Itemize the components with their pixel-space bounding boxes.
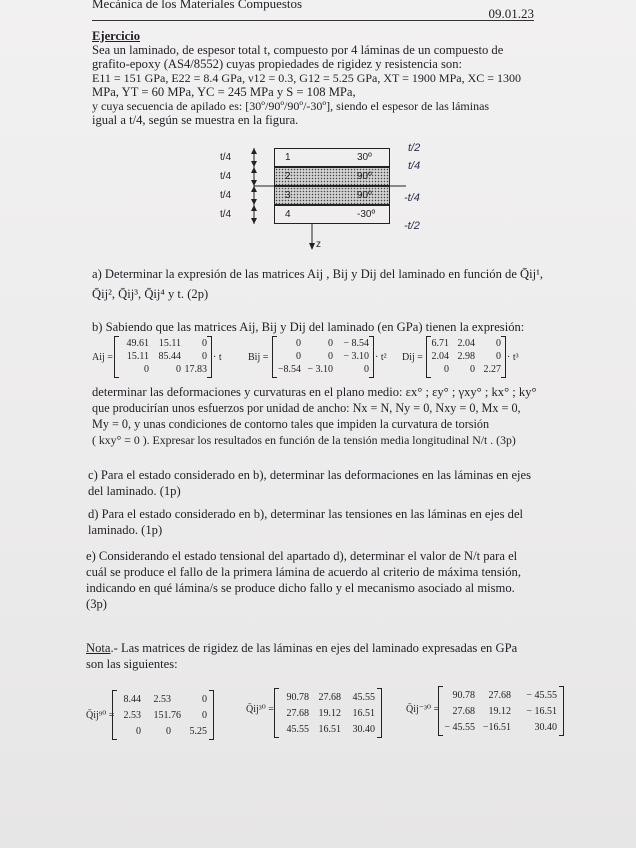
matrix-cell: 16.51 [318, 724, 341, 735]
layer-1 [274, 148, 390, 167]
stiffness-matrices [86, 690, 566, 750]
thickness-label: t/4 [220, 190, 232, 201]
matrix-cell: 8.44 [123, 694, 141, 705]
layer-number: 3 [285, 190, 291, 201]
matrix-cell: 0 [202, 351, 207, 362]
matrix-cell: 90.78 [286, 692, 309, 703]
matrix-cell: 0 [470, 364, 475, 375]
part-c [88, 467, 548, 499]
matrix-cell: 16.51 [352, 708, 375, 719]
layer-angle: -30º [357, 209, 376, 220]
intro-line: y cuya secuencia de apilado es: [30º/90º/90º/-30º], siendo el espesor de las láminas [92, 99, 490, 113]
matrix-cell: 0 [296, 351, 301, 362]
part-e-line: cuál se produce el fallo de la primera lámina de acuerdo al criterio de máxima tensión, [86, 565, 521, 579]
matrix-cell: 2.04 [457, 338, 475, 349]
matrix-qm30 [438, 686, 564, 736]
intro-line: E11 = 151 GPa, E22 = 8.4 GPa, ν12 = 0.3, G12 = 5.25 GPa, XT = 1900 MPa, XC = 1300 [92, 71, 522, 85]
matrix-cell: 2.27 [483, 364, 501, 375]
matrix-cell: 0 [202, 694, 207, 705]
matrices-abd [92, 336, 542, 380]
layer-number: 4 [285, 209, 291, 220]
layer-number: 1 [285, 152, 291, 163]
matrix-cell: 85.44 [158, 351, 181, 362]
qm30-label: Q̄ij⁻³⁰ = [406, 704, 440, 715]
nota [86, 640, 566, 672]
part-a-line: Q̄ij², Q̄ij³, Q̄ij⁴ y t. (2p) [92, 287, 209, 301]
matrix-b-label: Bij = [248, 352, 269, 363]
intro-line: Sea un laminado, de espesor total t, compuesto por 4 láminas de un compuesto de [92, 43, 504, 57]
nota-line [86, 640, 566, 656]
page-header [92, 0, 534, 21]
layer-angle: 90º [357, 171, 372, 182]
part-e [86, 548, 556, 612]
layer-number: 2 [285, 171, 291, 182]
matrix-cell: 0 [496, 351, 501, 362]
matrix-cell: − 3.10 [343, 351, 369, 362]
matrix-cell: 5.25 [189, 726, 207, 737]
matrix-cell: − 45.55 [444, 722, 475, 733]
matrix-cell: 27.68 [286, 708, 309, 719]
z-axis-label: z [316, 239, 321, 250]
thickness-label: t/4 [220, 152, 232, 163]
matrix-cell: 0 [136, 726, 141, 737]
matrix-d-label: Dij = [402, 352, 423, 363]
nota-label: Nota [86, 641, 111, 655]
matrix-cell: 19.12 [318, 708, 341, 719]
layer-angle: 30º [357, 152, 372, 163]
matrix-cell: 2.04 [431, 351, 449, 362]
part-d-line: laminado. (1p) [88, 523, 163, 537]
matrix-cell: 45.55 [352, 692, 375, 703]
intro-text [92, 43, 537, 127]
laminate-figure [218, 142, 438, 254]
matrix-d [426, 336, 506, 378]
matrix-cell: −16.51 [482, 722, 511, 733]
handwritten-note: t/2 [408, 142, 421, 154]
part-b-intro: b) Sabiendo que las matrices Aij, Bij y Dij del laminado (en GPa) tienen la expresión: [92, 320, 525, 334]
matrix-cell: − 16.51 [526, 706, 557, 717]
course-title: Mecánica de los Materiales Compuestos [92, 0, 303, 11]
matrix-cell: 0 [202, 338, 207, 349]
matrix-a-label: Aij = [92, 352, 113, 363]
matrix-b-factor: · t² [375, 352, 387, 363]
part-b-text [92, 384, 542, 448]
part-e-line: e) Considerando el estado tensional del apartado d), determinar el valor de N/t para el [86, 549, 518, 563]
layer-angle: 90º [357, 190, 372, 201]
matrix-cell: 27.68 [452, 706, 475, 717]
matrix-d-factor: · t³ [507, 352, 519, 363]
matrix-cell: 15.11 [126, 351, 149, 362]
part-d [88, 506, 548, 538]
exam-date: 09.01.23 [488, 6, 534, 21]
matrix-cell: 0 [496, 338, 501, 349]
part-c-line: c) Para el estado considerado en b), determinar las deformaciones en las láminas en ejes [88, 468, 532, 482]
part-d-line: d) Para el estado considerado en b), determinar las tensiones en las láminas en ejes del [88, 507, 524, 521]
matrix-cell: 45.55 [286, 724, 309, 735]
matrix-cell: 0 [176, 364, 181, 375]
matrix-cell: 0 [144, 364, 149, 375]
intro-line: grafito-epoxy (AS4/8552) cuyas propiedades de rigidez y resistencia son: [92, 57, 463, 71]
matrix-cell: 30.40 [352, 724, 375, 735]
handwritten-note: t/4 [408, 160, 421, 172]
handwritten-note: -t/2 [404, 220, 420, 232]
matrix-cell: 0 [364, 364, 369, 375]
matrix-cell: 90.78 [452, 690, 475, 701]
matrix-cell: 19.12 [488, 706, 511, 717]
matrix-cell: 0 [296, 338, 301, 349]
part-b-line: ( kxy° = 0 ). Expresar los resultados en función de la tensión media longitudinal N/t . (3p) [92, 433, 516, 447]
matrix-cell: 6.71 [431, 338, 449, 349]
matrix-b [272, 336, 374, 378]
matrix-cell: −8.54 [277, 364, 301, 375]
part-c-line: del laminado. (1p) [88, 484, 181, 498]
q30-label: Q̄ij³⁰ = [246, 704, 274, 715]
layer-2 [274, 167, 390, 186]
matrix-cell: 27.68 [488, 690, 511, 701]
intro-line: igual a t/4, según se muestra en la figura. [92, 113, 299, 127]
section-title: Ejercicio [92, 29, 141, 43]
matrix-cell: 0 [166, 726, 171, 737]
matrix-cell: 0 [328, 351, 333, 362]
layer-3 [274, 186, 390, 205]
nota-line: son las siguientes: [86, 657, 178, 671]
part-b-line: My = 0, y unas condiciones de contorno tales que impiden la curvatura de torsión [92, 417, 490, 431]
matrix-cell: 27.68 [318, 692, 341, 703]
layer-4 [274, 205, 390, 224]
matrix-cell: 2.98 [457, 351, 475, 362]
nota-text: .- Las matrices de rigidez de las láminas en ejes del laminado expresadas en GPa [110, 641, 518, 655]
matrix-cell: 0 [328, 338, 333, 349]
thickness-label: t/4 [220, 209, 232, 220]
matrix-cell: 30.40 [534, 722, 557, 733]
matrix-cell: 17.83 [184, 364, 207, 375]
intro-line: MPa, YT = 60 MPa, YC = 245 MPa y S = 108 MPa, [92, 85, 356, 99]
part-e-line: indicando en qué lámina/s se produce dicho fallo y el mecanismo asociado al mismo. [86, 581, 515, 595]
thickness-label: t/4 [220, 171, 232, 182]
matrix-cell: 49.61 [126, 338, 149, 349]
part-b-line: que producirían unos esfuerzos por unidad de ancho: Nx = N, Ny = 0, Nxy = 0, Mx = 0, [92, 401, 521, 415]
part-a-line: a) Determinar la expresión de las matrices Aij , Bij y Dij del laminado en función de Q̄ij¹, [92, 267, 544, 281]
matrix-cell: 0 [444, 364, 449, 375]
part-a [92, 264, 542, 304]
part-b-line: determinar las deformaciones y curvaturas en el plano medio: εx° ; εy° ; γxy° ; kx° ; ky° [92, 385, 537, 399]
part-e-line: (3p) [86, 597, 107, 611]
matrix-cell: 2.53 [123, 710, 141, 721]
matrix-cell: 151.76 [153, 710, 181, 721]
matrix-cell: 0 [202, 710, 207, 721]
matrix-cell: − 8.54 [343, 338, 369, 349]
matrix-q90 [112, 690, 214, 740]
matrix-a-factor: · t [213, 352, 222, 363]
matrix-cell: 2.53 [153, 694, 171, 705]
handwritten-note: -t/4 [404, 192, 420, 204]
matrix-cell: − 45.55 [526, 690, 557, 701]
q90-label: Q̄ij⁹⁰ = [86, 710, 115, 721]
matrix-cell: − 3.10 [307, 364, 333, 375]
matrix-q30 [274, 688, 382, 738]
matrix-cell: 15.11 [158, 338, 181, 349]
matrix-a [114, 336, 212, 378]
